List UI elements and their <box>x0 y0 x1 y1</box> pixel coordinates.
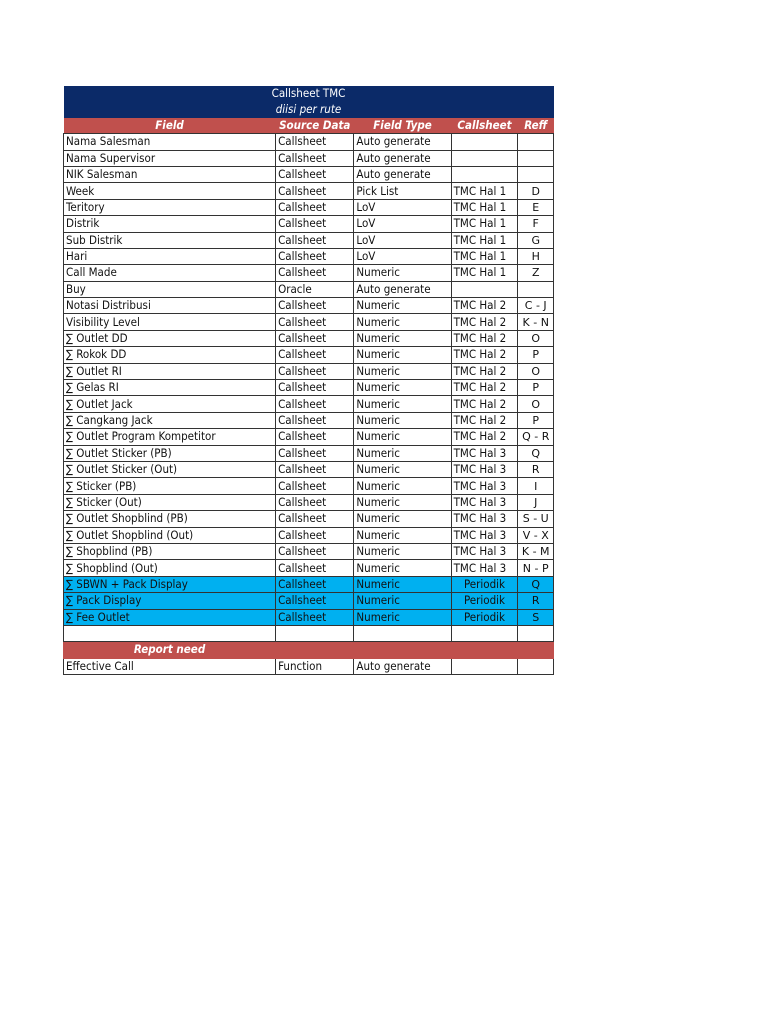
field-type-cell: Numeric <box>354 527 451 543</box>
field-type-cell: Numeric <box>354 265 451 281</box>
callsheet-cell <box>451 166 518 182</box>
field-cell: ∑ Shopblind (Out) <box>64 560 276 576</box>
source-data-cell: Callsheet <box>276 445 354 461</box>
source-data-cell: Callsheet <box>276 461 354 477</box>
source-data-cell: Callsheet <box>276 134 354 150</box>
table-row <box>64 445 554 461</box>
source-data-cell: Callsheet <box>276 527 354 543</box>
source-data-cell: Callsheet <box>276 560 354 576</box>
callsheet-cell: TMC Hal 2 <box>451 412 518 428</box>
field-type-cell: Numeric <box>354 396 451 412</box>
empty-cell <box>64 625 276 641</box>
table-row <box>64 298 554 314</box>
reff-cell: H <box>518 248 554 264</box>
field-type-cell: LoV <box>354 216 451 232</box>
source-data-cell: Callsheet <box>276 248 354 264</box>
source-data-cell: Callsheet <box>276 298 354 314</box>
column-header-field-type: Field Type <box>354 117 451 133</box>
report-table-row <box>64 658 554 674</box>
table-row <box>64 527 554 543</box>
callsheet-cell <box>451 281 518 297</box>
field-type-cell: Numeric <box>354 429 451 445</box>
source-data-cell: Callsheet <box>276 543 354 559</box>
reff-cell: O <box>518 330 554 346</box>
report-header-cell <box>354 642 451 658</box>
field-type-cell: Auto generate <box>354 150 451 166</box>
reff-cell: O <box>518 363 554 379</box>
table-row <box>64 511 554 527</box>
reff-cell: N - P <box>518 560 554 576</box>
callsheet-cell: TMC Hal 1 <box>451 183 518 199</box>
field-cell: ∑ Shopblind (PB) <box>64 543 276 559</box>
table-row <box>64 461 554 477</box>
table-row <box>64 347 554 363</box>
field-cell: ∑ Cangkang Jack <box>64 412 276 428</box>
table-row <box>64 248 554 264</box>
field-cell: Teritory <box>64 199 276 215</box>
callsheet-cell: TMC Hal 2 <box>451 347 518 363</box>
source-data-cell: Callsheet <box>276 363 354 379</box>
field-type-cell: Pick List <box>354 183 451 199</box>
callsheet-cell: Periodik <box>451 609 518 625</box>
reff-cell: P <box>518 412 554 428</box>
table-row <box>64 330 554 346</box>
callsheet-cell: TMC Hal 1 <box>451 216 518 232</box>
reff-cell <box>518 281 554 297</box>
table-row <box>64 166 554 182</box>
field-cell: Sub Distrik <box>64 232 276 248</box>
reff-cell: Z <box>518 265 554 281</box>
source-data-cell: Callsheet <box>276 216 354 232</box>
reff-cell: D <box>518 183 554 199</box>
sheet-subtitle: diisi per rute <box>64 101 554 117</box>
callsheet-cell: TMC Hal 3 <box>451 527 518 543</box>
report-header-cell <box>276 642 354 658</box>
table-row <box>64 560 554 576</box>
source-data-cell: Callsheet <box>276 511 354 527</box>
callsheet-cell <box>451 150 518 166</box>
table-row <box>64 265 554 281</box>
title-row <box>64 86 554 101</box>
source-data-cell: Callsheet <box>276 380 354 396</box>
field-type-cell: Numeric <box>354 560 451 576</box>
field-cell: ∑ Fee Outlet <box>64 609 276 625</box>
field-type-cell: Numeric <box>354 445 451 461</box>
field-cell: ∑ Outlet Sticker (PB) <box>64 445 276 461</box>
empty-cell <box>354 625 451 641</box>
source-data-cell: Callsheet <box>276 576 354 592</box>
callsheet-cell <box>451 134 518 150</box>
table-row <box>64 494 554 510</box>
reff-cell: Q <box>518 576 554 592</box>
field-cell: NIK Salesman <box>64 166 276 182</box>
reff-cell: E <box>518 199 554 215</box>
field-type-cell: Numeric <box>354 576 451 592</box>
field-cell: ∑ Sticker (Out) <box>64 494 276 510</box>
table-row <box>64 396 554 412</box>
empty-cell <box>276 625 354 641</box>
table-row <box>64 314 554 330</box>
table-row <box>64 429 554 445</box>
column-header-row <box>64 117 554 133</box>
callsheet-cell: TMC Hal 3 <box>451 511 518 527</box>
source-data-cell: Callsheet <box>276 347 354 363</box>
field-type-cell: Numeric <box>354 609 451 625</box>
field-type-cell: Numeric <box>354 461 451 477</box>
field-cell: ∑ SBWN + Pack Display <box>64 576 276 592</box>
column-header-callsheet: Callsheet <box>451 117 518 133</box>
field-cell: ∑ Outlet Program Kompetitor <box>64 429 276 445</box>
callsheet-cell: TMC Hal 2 <box>451 298 518 314</box>
field-cell: ∑ Pack Display <box>64 593 276 609</box>
source-data-cell: Callsheet <box>276 183 354 199</box>
field-cell: ∑ Outlet DD <box>64 330 276 346</box>
table-row <box>64 216 554 232</box>
field-cell: Effective Call <box>64 658 276 674</box>
report-need-label: Report need <box>64 642 276 658</box>
source-data-cell: Callsheet <box>276 593 354 609</box>
table-row <box>64 150 554 166</box>
reff-cell <box>518 134 554 150</box>
sheet-title: Callsheet TMC <box>64 86 554 101</box>
reff-cell: R <box>518 461 554 477</box>
field-cell: ∑ Outlet RI <box>64 363 276 379</box>
reff-cell: S <box>518 609 554 625</box>
field-cell: ∑ Outlet Shopblind (PB) <box>64 511 276 527</box>
field-type-cell: Auto generate <box>354 134 451 150</box>
table-row <box>64 281 554 297</box>
table-row <box>64 183 554 199</box>
source-data-cell: Function <box>276 658 354 674</box>
reff-cell: F <box>518 216 554 232</box>
source-data-cell: Callsheet <box>276 396 354 412</box>
callsheet-cell: Periodik <box>451 593 518 609</box>
callsheet-cell: TMC Hal 2 <box>451 314 518 330</box>
callsheet-cell: TMC Hal 2 <box>451 363 518 379</box>
callsheet-cell: TMC Hal 2 <box>451 396 518 412</box>
field-cell: Buy <box>64 281 276 297</box>
table-row <box>64 232 554 248</box>
source-data-cell: Callsheet <box>276 609 354 625</box>
table-row <box>64 412 554 428</box>
callsheet-cell: Periodik <box>451 576 518 592</box>
table-row <box>64 134 554 150</box>
source-data-cell: Callsheet <box>276 199 354 215</box>
table-row <box>64 199 554 215</box>
source-data-cell: Callsheet <box>276 330 354 346</box>
callsheet-cell: TMC Hal 3 <box>451 560 518 576</box>
field-cell: Hari <box>64 248 276 264</box>
field-cell: Notasi Distribusi <box>64 298 276 314</box>
empty-cell <box>451 625 518 641</box>
field-cell: ∑ Outlet Jack <box>64 396 276 412</box>
table-row <box>64 543 554 559</box>
source-data-cell: Oracle <box>276 281 354 297</box>
table-row <box>64 478 554 494</box>
column-header-reff: Reff <box>518 117 554 133</box>
field-cell: ∑ Rokok DD <box>64 347 276 363</box>
table-row <box>64 380 554 396</box>
reff-cell <box>518 658 554 674</box>
reff-cell: V - X <box>518 527 554 543</box>
source-data-cell: Callsheet <box>276 478 354 494</box>
column-header-field: Field <box>64 117 276 133</box>
callsheet-cell: TMC Hal 2 <box>451 429 518 445</box>
source-data-cell: Callsheet <box>276 150 354 166</box>
source-data-cell: Callsheet <box>276 494 354 510</box>
reff-cell: S - U <box>518 511 554 527</box>
highlighted-table-row <box>64 576 554 592</box>
reff-cell <box>518 166 554 182</box>
field-cell: Nama Supervisor <box>64 150 276 166</box>
reff-cell: P <box>518 380 554 396</box>
field-type-cell: Auto generate <box>354 281 451 297</box>
reff-cell <box>518 150 554 166</box>
source-data-cell: Callsheet <box>276 314 354 330</box>
field-cell: Week <box>64 183 276 199</box>
field-cell: Distrik <box>64 216 276 232</box>
callsheet-table <box>63 86 554 675</box>
field-type-cell: Auto generate <box>354 658 451 674</box>
subtitle-row <box>64 101 554 117</box>
reff-cell: Q <box>518 445 554 461</box>
callsheet-cell <box>451 658 518 674</box>
field-type-cell: Numeric <box>354 511 451 527</box>
report-header-cell <box>518 642 554 658</box>
reff-cell: P <box>518 347 554 363</box>
field-type-cell: Numeric <box>354 298 451 314</box>
callsheet-cell: TMC Hal 3 <box>451 445 518 461</box>
source-data-cell: Callsheet <box>276 232 354 248</box>
empty-cell <box>518 625 554 641</box>
field-type-cell: LoV <box>354 232 451 248</box>
callsheet-cell: TMC Hal 1 <box>451 265 518 281</box>
column-header-source-data: Source Data <box>276 117 354 133</box>
field-type-cell: Numeric <box>354 363 451 379</box>
field-type-cell: Numeric <box>354 593 451 609</box>
callsheet-cell: TMC Hal 3 <box>451 478 518 494</box>
field-type-cell: Numeric <box>354 543 451 559</box>
reff-cell: C - J <box>518 298 554 314</box>
reff-cell: Q - R <box>518 429 554 445</box>
field-cell: Visibility Level <box>64 314 276 330</box>
field-type-cell: Numeric <box>354 412 451 428</box>
highlighted-table-row <box>64 593 554 609</box>
field-type-cell: LoV <box>354 199 451 215</box>
callsheet-cell: TMC Hal 3 <box>451 494 518 510</box>
field-type-cell: LoV <box>354 248 451 264</box>
reff-cell: I <box>518 478 554 494</box>
reff-cell: J <box>518 494 554 510</box>
field-type-cell: Numeric <box>354 494 451 510</box>
report-header-row <box>64 642 554 658</box>
field-type-cell: Numeric <box>354 347 451 363</box>
report-header-cell <box>451 642 518 658</box>
reff-cell: G <box>518 232 554 248</box>
field-type-cell: Auto generate <box>354 166 451 182</box>
table-row <box>64 363 554 379</box>
field-type-cell: Numeric <box>354 380 451 396</box>
callsheet-cell: TMC Hal 3 <box>451 461 518 477</box>
callsheet-cell: TMC Hal 3 <box>451 543 518 559</box>
field-type-cell: Numeric <box>354 478 451 494</box>
field-cell: ∑ Sticker (PB) <box>64 478 276 494</box>
field-cell: ∑ Outlet Shopblind (Out) <box>64 527 276 543</box>
source-data-cell: Callsheet <box>276 429 354 445</box>
field-type-cell: Numeric <box>354 314 451 330</box>
callsheet-cell: TMC Hal 2 <box>451 330 518 346</box>
field-cell: ∑ Gelas RI <box>64 380 276 396</box>
highlighted-table-row <box>64 609 554 625</box>
reff-cell: R <box>518 593 554 609</box>
field-cell: Nama Salesman <box>64 134 276 150</box>
source-data-cell: Callsheet <box>276 412 354 428</box>
callsheet-cell: TMC Hal 1 <box>451 248 518 264</box>
field-cell: Call Made <box>64 265 276 281</box>
source-data-cell: Callsheet <box>276 166 354 182</box>
reff-cell: K - M <box>518 543 554 559</box>
field-type-cell: Numeric <box>354 330 451 346</box>
source-data-cell: Callsheet <box>276 265 354 281</box>
callsheet-cell: TMC Hal 1 <box>451 199 518 215</box>
callsheet-cell: TMC Hal 1 <box>451 232 518 248</box>
reff-cell: O <box>518 396 554 412</box>
field-cell: ∑ Outlet Sticker (Out) <box>64 461 276 477</box>
callsheet-cell: TMC Hal 2 <box>451 380 518 396</box>
reff-cell: K - N <box>518 314 554 330</box>
empty-row <box>64 625 554 641</box>
